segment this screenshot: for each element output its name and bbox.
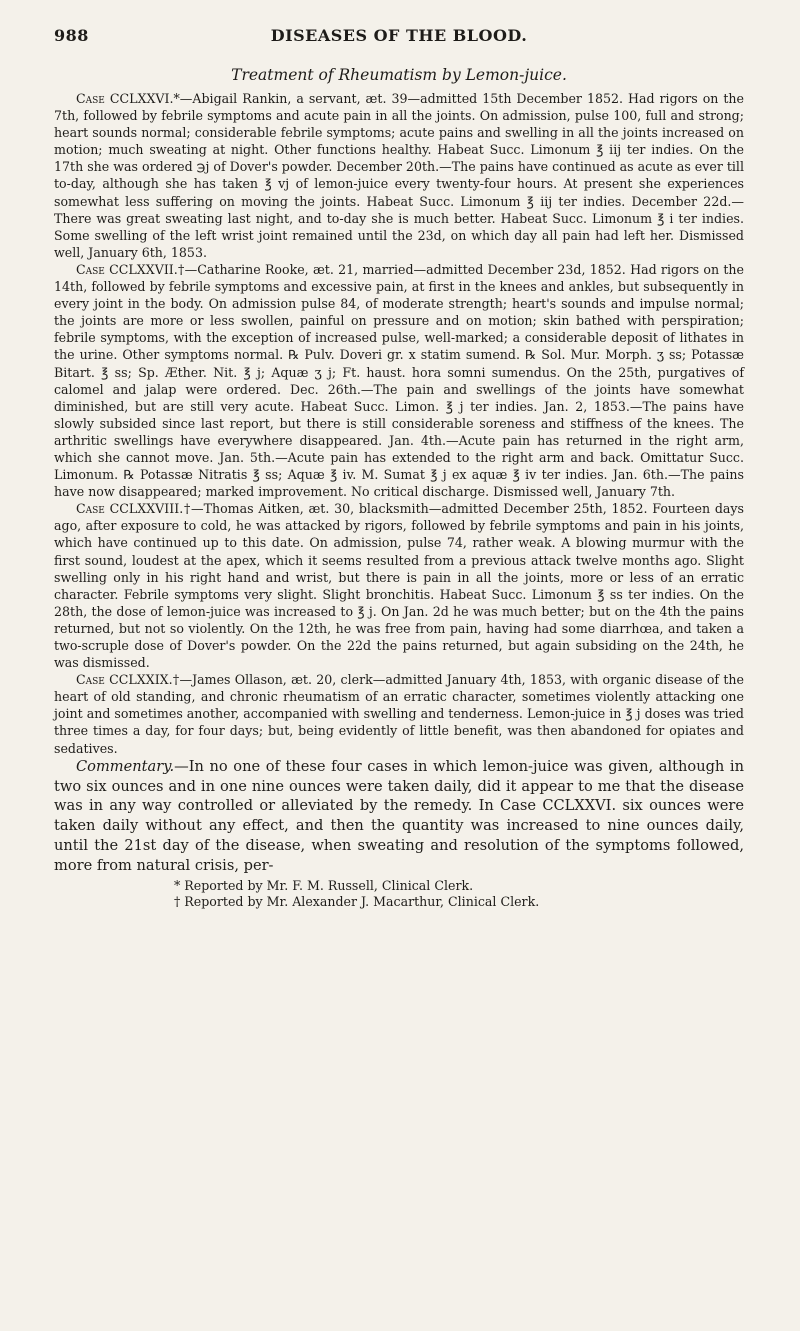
commentary-text: —In no one of these four cases in which lemon-juice was given, although in two six ounces and in one nine ounces were taken daily, did it appear to me that the disease was in any way controlled or alleviated by the remedy. In Case CCLXXVI. six ounces were taken daily without any effect, and then the quantity was increased to nine ounces daily, until the 21st day of the disease, when sweating and resolution of the symptoms followed, more from natural crisis, per- [54, 757, 744, 875]
commentary-heading: Commentary. [76, 757, 175, 775]
case-heading: Case CCLXXIX.† [76, 672, 180, 688]
page-header [54, 26, 744, 50]
case-heading: Case CCLXXVI.* [76, 91, 180, 106]
footnote: † Reported by Mr. Alexander J. Macarthur, Clinical Clerk. [174, 894, 540, 910]
case-paragraph [54, 671, 744, 756]
case-text: —Catharine Rooke, æt. 21, married—admitted December 23d, 1852. Had rigors on the 14th, followed by febrile symptoms and excessive pain, at first in the knees and ankles, but subsequently in every joint in the body. On admission pulse 84, of moderate strength; heart's sounds and impulse normal; the joints are more or less swollen, painful on pressure and on motion; skin bathed with perspiration; febrile symptoms, with the exception of increased pulse, well-marked; a considerable deposit of lithates in the urine. Other symptoms normal. ℞ Pulv. Doveri gr. x statim sumend. ℞ Sol. Mur. Morph. ʒ ss; Potassæ Bitart. ℥ ss; Sp. Æther. Nit. ℥ j; Aquæ ʒ j; Ft. haust. hora somni sumendus. On the 25th, purgatives of calomel and jalap were ordered. Dec. 26th.—The pain and swellings of the joints have somewhat diminished, but are still very acute. Habeat Succ. Limon. ℥ j ter indies. Jan. 2, 1853.—The pains have slowly subsided since last report, but there is still considerable soreness and stiffness of the knees. The arthritic swellings have everywhere disappeared. Jan. 4th.—Acute pain has returned in the right arm, which she cannot move. Jan. 5th.—Acute pain has extended to the right arm and back. Omittatur Succ. Limonum. ℞ Potassæ Nitratis ℥ ss; Aquæ ℥ iv. M. Sumat ℥ j ex aquæ ℥ iv ter indies. Jan. 6th.—The pains have now disappeared; marked improvement. No critical discharge. Dismissed well, January 7th. [54, 261, 744, 500]
section-title: Treatment of Rheumatism by Lemon-juice. [231, 66, 567, 84]
footnotes [54, 878, 744, 910]
running-title: DISEASES OF THE BLOOD. [270, 26, 528, 45]
case-heading: Case CCLXXVII.† [76, 261, 185, 277]
page-number: 988 [54, 26, 89, 45]
footnote: * Reported by Mr. F. M. Russell, Clinical Clerk. [174, 878, 474, 894]
case-text: —Thomas Aitken, æt. 30, blacksmith—admitted December 25th, 1852. Fourteen days ago, after exposure to cold, he was attacked by rigors, followed by febrile symptoms and pain in his joints, which have continued up to this date. On admission, pulse 74, rather weak. A blowing murmur with the first sound, loudest at the apex, which it seems resulted from a previous attack twelve months ago. Slight swelling only in his right hand and wrist, but there is pain in all the joints, more or less of an erratic character. Febrile symptoms very slight. Slight bronchitis. Habeat Succ. Limonum ℥ ss ter indies. On the 28th, the dose of lemon-juice was increased to ℥ j. On Jan. 2d he was much better; but on the 4th the pains returned, but not so violently. On the 12th, he was free from pain, having had some diarrhœa, and taken a two-scruple dose of Dover's powder. On the 22d the pains returned, but again subsiding on the 24th, he was dismissed. [54, 501, 744, 671]
case-paragraph [54, 500, 744, 671]
case-text: —James Ollason, æt. 20, clerk—admitted January 4th, 1853, with organic disease of the heart of old standing, and chronic rheumatism of an erratic character, sometimes violently attacking one joint and sometimes another, accompanied with swelling and tenderness. Lemon-juice in ℥ j doses was tried three times a day, for four days; but, being evidently of little benefit, was then abandoned for opiates and sedatives. [54, 672, 744, 756]
case-paragraph [54, 261, 744, 500]
case-text: —Abigail Rankin, a servant, æt. 39—admitted 15th December 1852. Had rigors on the 7th, followed by febrile symptoms and acute pain in all the joints. On admission, pulse 100, full and strong; heart sounds normal; considerable febrile symptoms; acute pains and swelling in all the joints increased on motion; much sweating at night. Other functions healthy. Habeat Succ. Limonum ℥ iij ter indies. On the 17th she was ordered ℈j of Dover's powder. December 20th.—The pains have continued as acute as ever till to-day, although she has taken ℥ vj of lemon-juice every twenty-four hours. At present she experiences somewhat less suffering on moving the joints. Habeat Succ. Limonum ℥ iij ter indies. December 22d.—There was great sweating last night, and to-day she is much better. Habeat Succ. Limonum ℥ i ter indies. Some swelling of the left wrist joint remained until the 23d, on which day all pain had left her. Dismissed well, January 6th, 1853. [54, 91, 744, 260]
case-paragraph [54, 90, 744, 261]
commentary-paragraph [54, 757, 744, 876]
case-heading: Case CCLXXVIII.† [76, 501, 191, 517]
